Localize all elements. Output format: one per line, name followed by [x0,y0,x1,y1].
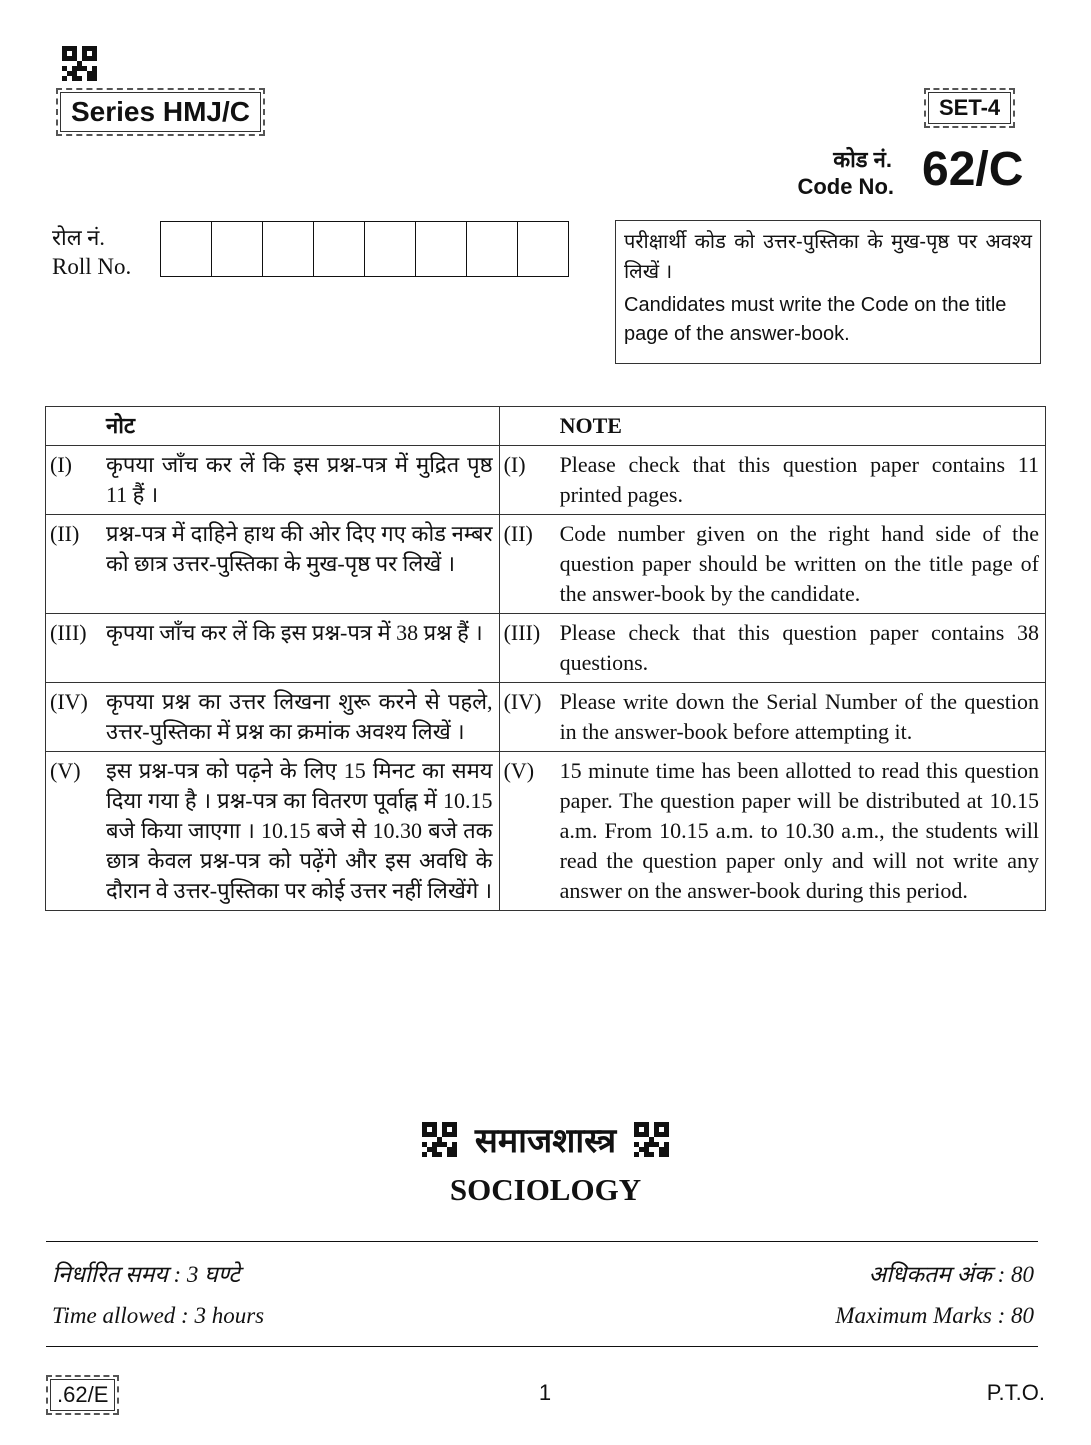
subject-english: SOCIOLOGY [449,1172,642,1207]
roll-digit-box[interactable] [263,222,314,276]
set-label [924,88,1015,128]
subject-hindi: समाजशास्त्र [474,1122,617,1160]
note-number: (IV) [499,683,556,752]
note-text-english: Code number given on the right hand side of the question paper should be written on the title page of the answer-book by the candidate. [556,515,1046,614]
note-text-hindi: कृपया जाँच कर लें कि इस प्रश्न-पत्र में 38 प्रश्न हैं । [102,614,499,683]
note-number: (V) [46,752,103,911]
series-label [56,88,265,136]
note-header-english: NOTE [499,407,1045,446]
roll-label-hindi: रोल नं. [52,225,105,250]
note-number: (V) [499,752,556,911]
note-header-hindi: नोट [46,407,500,446]
series-text: Series HMJ/C [60,92,261,132]
note-number: (II) [46,515,103,614]
roll-label-english: Roll No. [52,254,132,279]
max-marks-hindi: अधिकतम अंक : 80 [868,1262,1034,1287]
note-header-row [46,407,1046,446]
note-text-english: Please write down the Serial Number of the question in the answer-book before attempting it. [556,683,1046,752]
note-number: (III) [499,614,556,683]
roll-digit-box[interactable] [518,222,568,276]
qr-code-icon [634,1122,669,1157]
page-number: 1 [538,1380,552,1405]
code-value: 62/C [922,143,1024,196]
please-turn-over: P.T.O. [986,1380,1045,1405]
note-number: (I) [499,446,556,515]
roll-digit-box[interactable] [212,222,263,276]
note-text-english: Please check that this question paper contains 38 questions. [556,614,1046,683]
note-text-hindi: इस प्रश्न-पत्र को पढ़ने के लिए 15 मिनट का समय दिया गया है । प्रश्न-पत्र का वितरण पूर्वाह्न में 10.15 बजे किया जाएगा । 10.15 बजे से 10.30 बजे तक छात्र केवल प्रश्न-पत्र को पढ़ेंगे और इस अवधि के दौरान वे उत्तर-पुस्तिका पर कोई उत्तर नहीं लिखेंगे । [102,752,499,911]
note-number: (III) [46,614,103,683]
note-row [46,683,1046,752]
note-text-hindi: कृपया जाँच कर लें कि इस प्रश्न-पत्र में मुद्रित पृष्ठ 11 हैं । [102,446,499,515]
note-number: (I) [46,446,103,515]
time-allowed-hindi: निर्धारित समय : 3 घण्टे [52,1262,240,1287]
note-text-hindi: प्रश्न-पत्र में दाहिने हाथ की ओर दिए गए कोड नम्बर को छात्र उत्तर-पुस्तिका के मुख-पृष्ठ पर लिखें । [102,515,499,614]
roll-digit-box[interactable] [365,222,416,276]
qr-code-icon [62,46,97,81]
divider [46,1346,1038,1347]
max-marks-english: Maximum Marks : 80 [835,1303,1034,1328]
roll-digit-box[interactable] [416,222,467,276]
note-number: (IV) [46,683,103,752]
note-table [45,406,1046,911]
note-number: (II) [499,515,556,614]
note-text-english: Please check that this question paper contains 11 printed pages. [556,446,1046,515]
code-instruction-box [615,220,1041,364]
note-text-english: 15 minute time has been allotted to read this question paper. The question paper will be distributed at 10.15 a.m. From 10.15 a.m. to 10.30 a.m., the students will read the question paper only and will not write any answer on the answer-book during this period. [556,752,1046,911]
time-allowed-english: Time allowed : 3 hours [52,1303,265,1328]
footer-code: .62/E [50,1379,115,1411]
instruction-english: Candidates must write the Code on the title page of the answer-book. [624,294,1007,345]
roll-digit-box[interactable] [467,222,518,276]
roll-digit-box[interactable] [161,222,212,276]
roll-number-boxes [160,221,569,277]
note-row [46,515,1046,614]
code-label-english: Code No. [797,174,894,199]
note-row [46,614,1046,683]
qr-code-icon [422,1122,457,1157]
note-row [46,446,1046,515]
code-label-hindi: कोड नं. [833,147,892,172]
subject-title-row [0,1116,1091,1162]
note-row [46,752,1046,911]
divider [46,1241,1038,1242]
set-text: SET-4 [928,92,1011,124]
footer-code-box [46,1375,119,1415]
note-text-hindi: कृपया प्रश्न का उत्तर लिखना शुरू करने से पहले, उत्तर-पुस्तिका में प्रश्न का क्रमांक अवश्य लिखें । [102,683,499,752]
roll-digit-box[interactable] [314,222,365,276]
instruction-hindi: परीक्षार्थी कोड को उत्तर-पुस्तिका के मुख-पृष्ठ पर अवश्य लिखें । [624,231,1032,283]
